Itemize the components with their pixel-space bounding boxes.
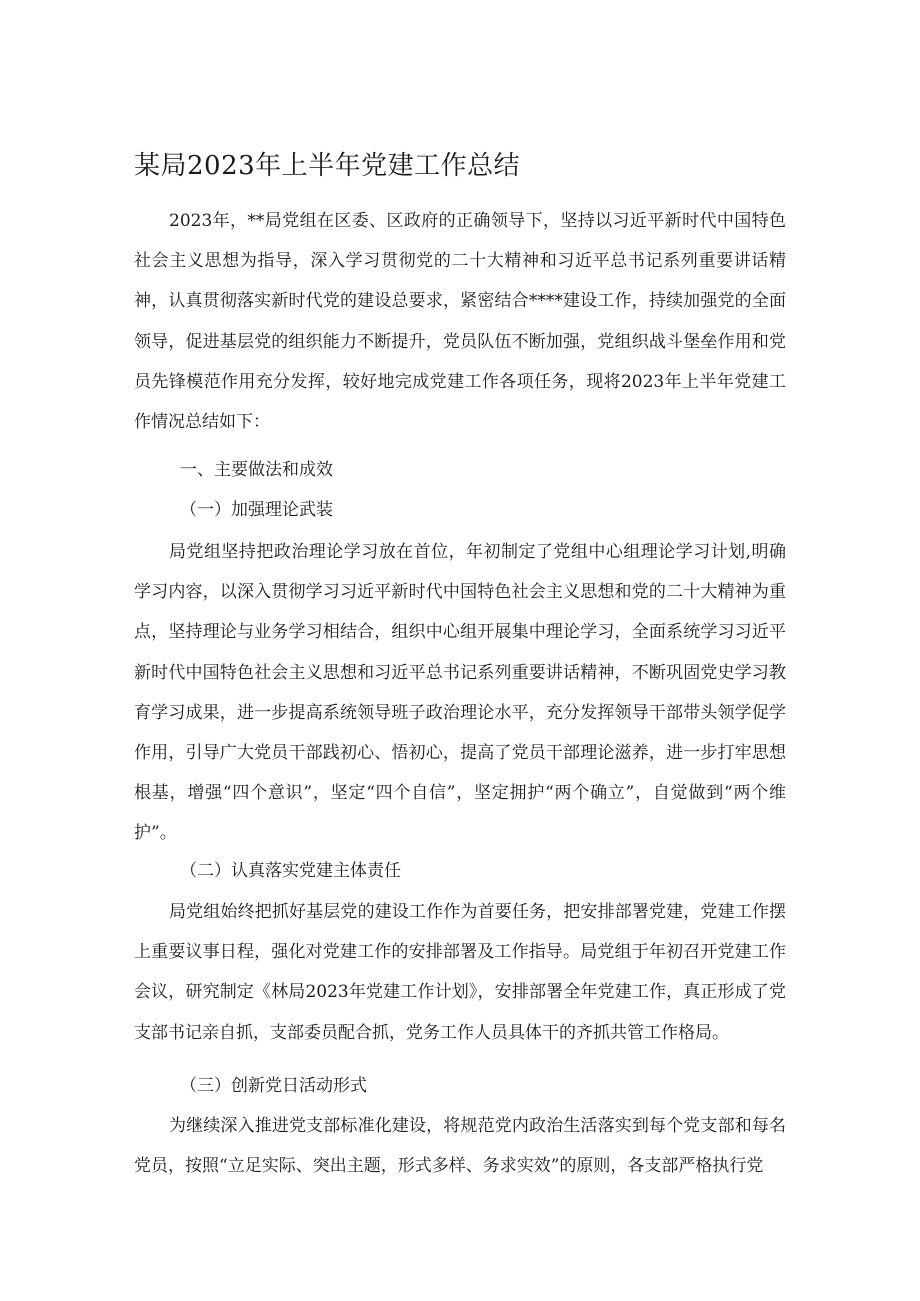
subsection-body-party-day: 为继续深入推进党支部标准化建设，将规范党内政治生活落实到每个党支部和每名党员，按照“立足实际、突出主题，形式多样、务求实效”的原则，各支部严格执行党	[134, 1116, 786, 1177]
document-title: 某局2023年上半年党建工作总结	[134, 151, 521, 181]
intro-paragraph: 2023年，**局党组在区委、区政府的正确领导下，坚持以习近平新时代中国特色社会主义思想为指导，深入学习贯彻党的二十大精神和习近平总书记系列重要讲话精神，认真贯彻落实新时代党的建设总要求，紧密结合****建设工作，持续加强党的全面领导，促进基层党的组织能力不断提升，党员队伍不断加强，党组织战斗堡垒作用和党员先锋模范作用充分发挥，较好地完成党建工作各项任务，现将2023年上半年党建工作情况总结如下：	[134, 211, 786, 433]
subsection-heading-responsibility: （二）认真落实党建主体责任	[180, 861, 401, 881]
subsection-heading-party-day: （三）创新党日活动形式	[180, 1076, 367, 1096]
section-heading-main-practices: 一、主要做法和成效	[180, 460, 333, 480]
subsection-heading-theory: （一）加强理论武装	[180, 500, 333, 520]
subsection-body-responsibility: 局党组始终把抓好基层党的建设工作作为首要任务，把安排部署党建，党建工作摆上重要议事日程，强化对党建工作的安排部署及工作指导。局党组于年初召开党建工作会议，研究制定《林局2023年党建工作计划》，安排部署全年党建工作，真正形成了党支部书记亲自抓，支部委员配合抓，党务工作人员具体干的齐抓共管工作格局。	[134, 902, 786, 1043]
subsection-body-theory: 局党组坚持把政治理论学习放在首位，年初制定了党组中心组理论学习计划,明确学习内容，以深入贯彻学习习近平新时代中国特色社会主义思想和党的二十大精神为重点，坚持理论与业务学习相结合，组织中心组开展集中理论学习，全面系统学习习近平新时代中国特色社会主义思想和习近平总书记系列重要讲话精神，不断巩固党史学习教育学习成果，进一步提高系统领导班子政治理论水平，充分发挥领导干部带头领学促学作用，引导广大党员干部践初心、悟初心，提高了党员干部理论滋养，进一步打牢思想根基，增强“四个意识”，坚定“四个自信”，坚定拥护“两个确立”，自觉做到“两个维护”。	[134, 542, 786, 844]
